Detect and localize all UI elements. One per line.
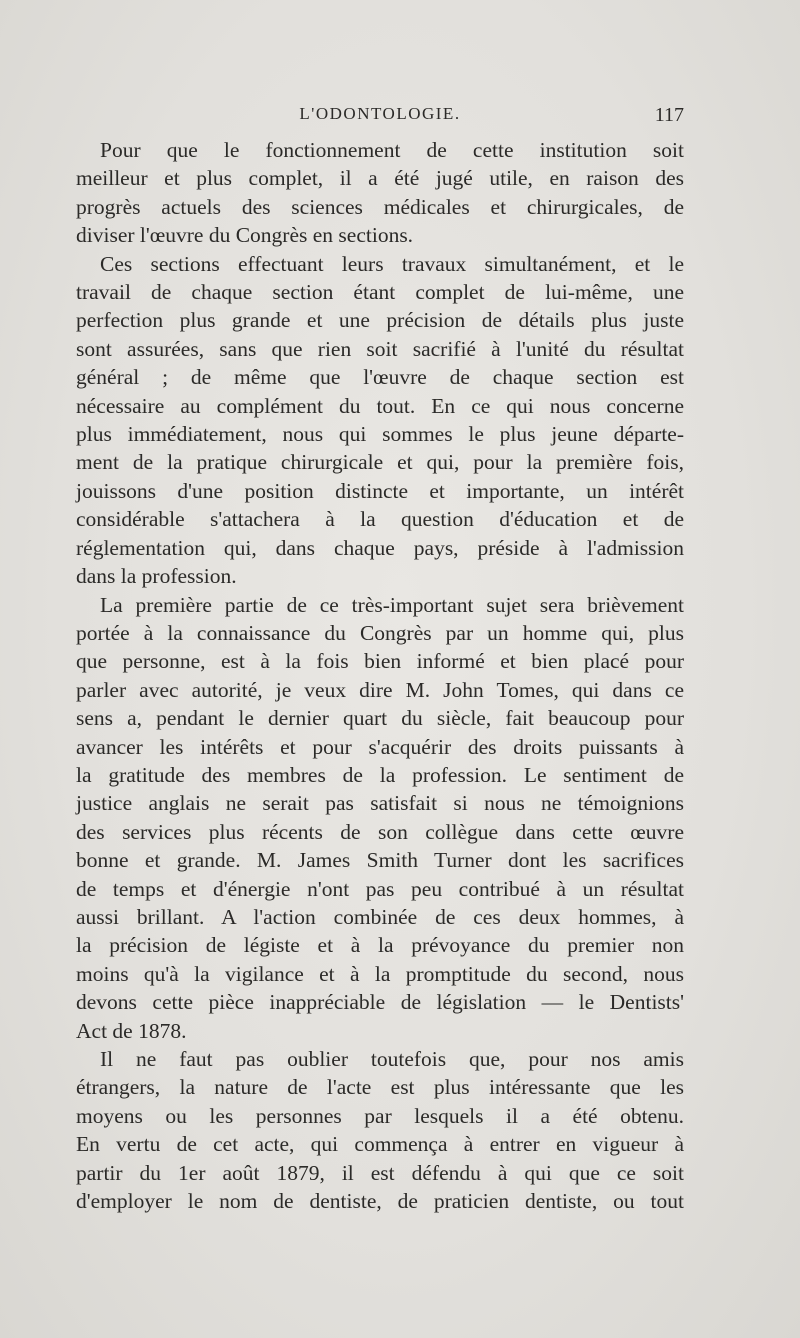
running-head	[76, 100, 684, 136]
text-line: devons cette pièce inappréciable de législation — le Dentists'	[76, 990, 684, 1015]
text-line: bonne et grande. M. James Smith Turner dont les sacrifices	[76, 848, 684, 873]
text-line: d'employer le nom de dentiste, de praticien dentiste, ou tout	[76, 1189, 684, 1214]
text-line: plus immédiatement, nous qui sommes le plus jeune départe-	[76, 422, 684, 447]
text-line: avancer les intérêts et pour s'acquérir des droits puissants à	[76, 734, 684, 759]
text-line: aussi brillant. A l'action combinée de ces deux hommes, à	[76, 904, 684, 929]
text-line: sont assurées, sans que rien soit sacrifié à l'unité du résultat	[76, 336, 684, 361]
text-line: jouissons d'une position distincte et importante, un intérêt	[76, 478, 684, 503]
text-line: Pour que le fonctionnement de cette institution soit	[100, 138, 684, 162]
text-line: des services plus récents de son collègue dans cette œuvre	[76, 819, 684, 844]
text-line: moins qu'à la vigilance et à la promptitude du second, nous	[76, 961, 684, 986]
text-line: perfection plus grande et une précision de détails plus juste	[76, 308, 684, 333]
text-line: En vertu de cet acte, qui commença à entrer en vigueur à	[76, 1132, 684, 1157]
text-line: que personne, est à la fois bien informé et bien placé pour	[76, 649, 684, 674]
text-line: partir du 1er août 1879, il est défendu à qui que ce soit	[76, 1160, 684, 1185]
paragraph-1	[76, 136, 684, 250]
text-line: Act de 1878.	[76, 1018, 187, 1043]
text-line: la gratitude des membres de la profession. Le sentiment de	[76, 762, 684, 787]
text-line: Ces sections effectuant leurs travaux simultanément, et le	[100, 251, 684, 276]
text-line: de temps et d'énergie n'ont pas peu contribué à un résultat	[76, 876, 684, 901]
text-line: portée à la connaissance du Congrès par un homme qui, plus	[76, 620, 684, 645]
text-line: diviser l'œuvre du Congrès en sections.	[76, 223, 414, 248]
text-line: ment de la pratique chirurgicale et qui, pour la première fois,	[76, 450, 684, 475]
paragraph-2	[76, 250, 684, 591]
page-number: 117	[654, 104, 684, 126]
text-line: travail de chaque section étant complet de lui-même, une	[76, 280, 684, 305]
text-line: parler avec autorité, je veux dire M. John Tomes, qui dans ce	[76, 677, 684, 702]
text-block	[76, 100, 684, 1215]
text-line: réglementation qui, dans chaque pays, préside à l'admission	[76, 535, 684, 560]
paragraph-4	[76, 1045, 684, 1215]
text-line: progrès actuels des sciences médicales et chirurgicales, de	[76, 194, 684, 219]
text-line: général ; de même que l'œuvre de chaque section est	[76, 365, 684, 390]
running-title: L'ODONTOLOGIE.	[299, 104, 461, 123]
text-line: considérable s'attachera à la question d'éducation et de	[76, 507, 684, 532]
text-line: étrangers, la nature de l'acte est plus intéressante que les	[76, 1075, 684, 1100]
text-line: sens a, pendant le dernier quart du siècle, fait beaucoup pour	[76, 706, 684, 731]
text-line: dans la profession.	[76, 564, 237, 589]
text-line: meilleur et plus complet, il a été jugé utile, en raison des	[76, 166, 684, 191]
text-line: La première partie de ce très-important sujet sera brièvement	[100, 592, 684, 617]
text-line: moyens ou les personnes par lesquels il a été obtenu.	[76, 1103, 684, 1128]
text-line: justice anglais ne serait pas satisfait si nous ne témoignions	[76, 791, 684, 816]
text-line: Il ne faut pas oublier toutefois que, pour nos amis	[100, 1047, 684, 1071]
text-line: la précision de légiste et à la prévoyance du premier non	[76, 933, 684, 958]
paragraph-3	[76, 591, 684, 1046]
text-line: nécessaire au complément du tout. En ce qui nous concerne	[76, 393, 684, 418]
